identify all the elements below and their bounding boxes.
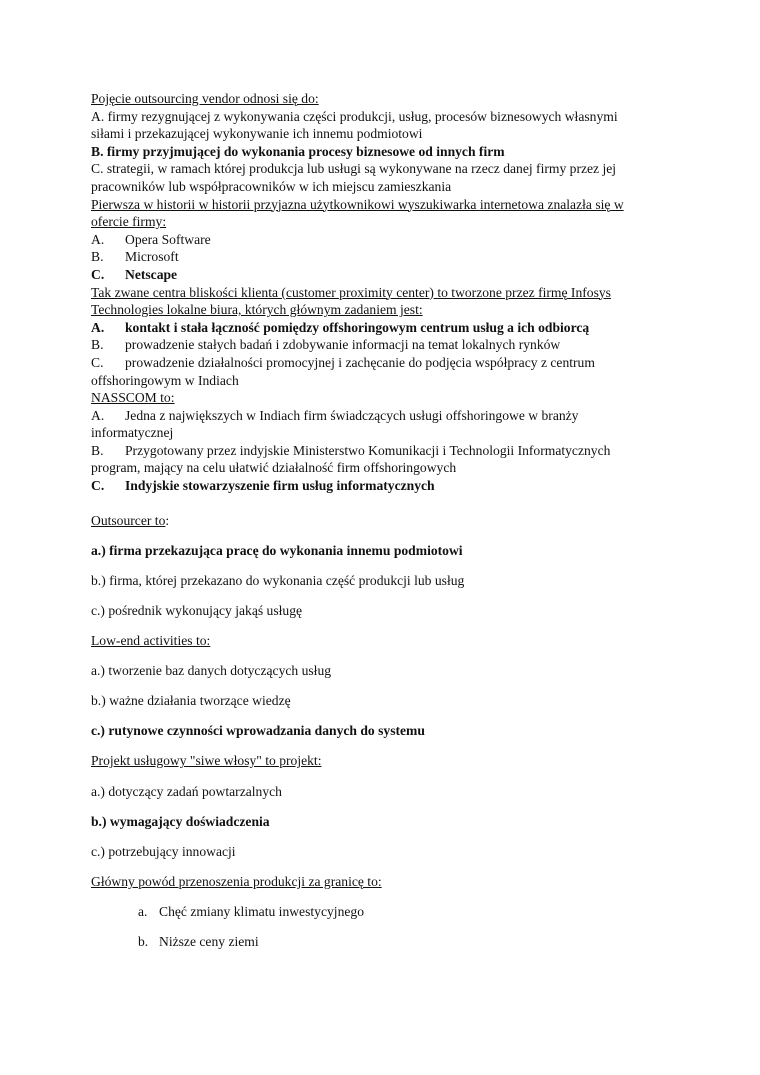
- answer-a-correct: [91, 319, 671, 337]
- answer-b: b.) firma, której przekazano do wykonania część produkcji lub usług: [91, 572, 465, 588]
- answer-b: [91, 248, 671, 266]
- question-grey-hair-project: Projekt usługowy "siwe włosy" to projekt:: [91, 753, 322, 769]
- answer-letter: B.: [91, 337, 104, 353]
- question-colon: :: [165, 512, 170, 528]
- answer-letter: B.: [91, 249, 104, 265]
- answer-b-correct: B. firmy przyjmującej do wykonania procesy biznesowe od innych firm: [91, 143, 505, 159]
- answer-text: Opera Software: [125, 231, 211, 247]
- answer-a-correct: a.) firma przekazująca pracę do wykonania innemu podmiotowi: [91, 542, 463, 558]
- answer-a: [138, 903, 671, 921]
- answer-a-line2: siłami i przekazującej wykonywanie ich innemu podmiotowi: [91, 126, 423, 142]
- question-outsourcer: [91, 512, 671, 530]
- answer-letter: C.: [91, 478, 105, 494]
- answer-letter: C.: [91, 266, 105, 282]
- answer-text: prowadzenie stałych badań i zdobywanie informacji na temat lokalnych rynków: [125, 337, 561, 353]
- answer-text: prowadzenie działalności promocyjnej i zachęcanie do podjęcia współpracy z centrum: [125, 354, 595, 370]
- answer-b-line2: program, mający na celu ułatwić działalność firm offshoringowych: [91, 460, 457, 476]
- answer-text: Jedna z największych w Indiach firm świadczących usługi offshoringowe w branży: [125, 407, 579, 423]
- answer-letter: A.: [91, 407, 105, 423]
- answer-a: a.) dotyczący zadań powtarzalnych: [91, 783, 282, 799]
- answer-text: Microsoft: [125, 249, 179, 265]
- answer-c: c.) pośrednik wykonujący jakąś usługę: [91, 602, 303, 618]
- answer-text: Chęć zmiany klimatu inwestycyjnego: [159, 903, 364, 919]
- answer-a-line2: informatycznej: [91, 425, 174, 441]
- question-text: Outsourcer to: [91, 512, 166, 528]
- question-production-relocation: Główny powód przenoszenia produkcji za granicę to:: [91, 873, 382, 889]
- answer-a: a.) tworzenie baz danych dotyczących usług: [91, 663, 332, 679]
- answer-b: [138, 933, 671, 951]
- answer-c-correct: [91, 266, 671, 284]
- answer-c-line2: pracowników lub współpracowników w ich miejscu zamieszkania: [91, 178, 452, 194]
- answer-letter: A.: [91, 319, 105, 335]
- question-proximity-center-line2: Technologies lokalne biura, których głównym zadaniem jest:: [91, 302, 423, 318]
- answer-b: [91, 336, 671, 354]
- question-search-engine-line1: Pierwsza w historii w historii przyjazna użytkownikowi wyszukiwarka internetowa znalazła się w: [91, 196, 624, 212]
- answer-c: c.) potrzebujący innowacji: [91, 843, 236, 859]
- answer-letter: a.: [138, 903, 148, 919]
- answer-text: Przygotowany przez indyjskie Ministerstwo Komunikacji i Technologii Informatycznych: [125, 442, 611, 458]
- answer-b: [91, 442, 671, 460]
- answer-b-correct: b.) wymagający doświadczenia: [91, 813, 270, 829]
- answer-text: kontakt i stała łączność pomiędzy offshoringowym centrum usług a ich odbiorcą: [125, 319, 590, 335]
- answer-c-correct: [91, 477, 671, 495]
- answer-a: [91, 407, 671, 425]
- answer-letter: b.: [138, 933, 149, 949]
- answer-c: [91, 354, 671, 372]
- answer-text: Indyjskie stowarzyszenie firm usług informatycznych: [125, 478, 435, 494]
- answer-b: b.) ważne działania tworzące wiedzę: [91, 693, 291, 709]
- answer-text: Netscape: [125, 266, 178, 282]
- answer-c-line2: offshoringowym w Indiach: [91, 372, 239, 388]
- answer-a-line1: A. firmy rezygnującej z wykonywania części produkcji, usług, procesów biznesowych własnymi: [91, 108, 618, 124]
- document-content: [91, 90, 671, 951]
- answer-letter: C.: [91, 354, 104, 370]
- answer-c-correct: c.) rutynowe czynności wprowadzania danych do systemu: [91, 723, 425, 739]
- question-low-end-activities: Low-end activities to:: [91, 633, 211, 649]
- question-outsourcing-vendor: Pojęcie outsourcing vendor odnosi się do:: [91, 91, 319, 106]
- question-search-engine-line2: ofercie firmy:: [91, 214, 167, 230]
- answer-text: Niższe ceny ziemi: [159, 933, 259, 949]
- answer-a: [91, 231, 671, 249]
- answer-c-line1: C. strategii, w ramach której produkcja lub usługi są wykonywane na rzecz danej firmy przez jej: [91, 161, 617, 177]
- answer-letter: A.: [91, 231, 105, 247]
- question-nasscom: NASSCOM to:: [91, 390, 175, 406]
- question-proximity-center-line1: Tak zwane centra bliskości klienta (customer proximity center) to tworzone przez firmę Infosys: [91, 284, 611, 300]
- answer-letter: B.: [91, 442, 104, 458]
